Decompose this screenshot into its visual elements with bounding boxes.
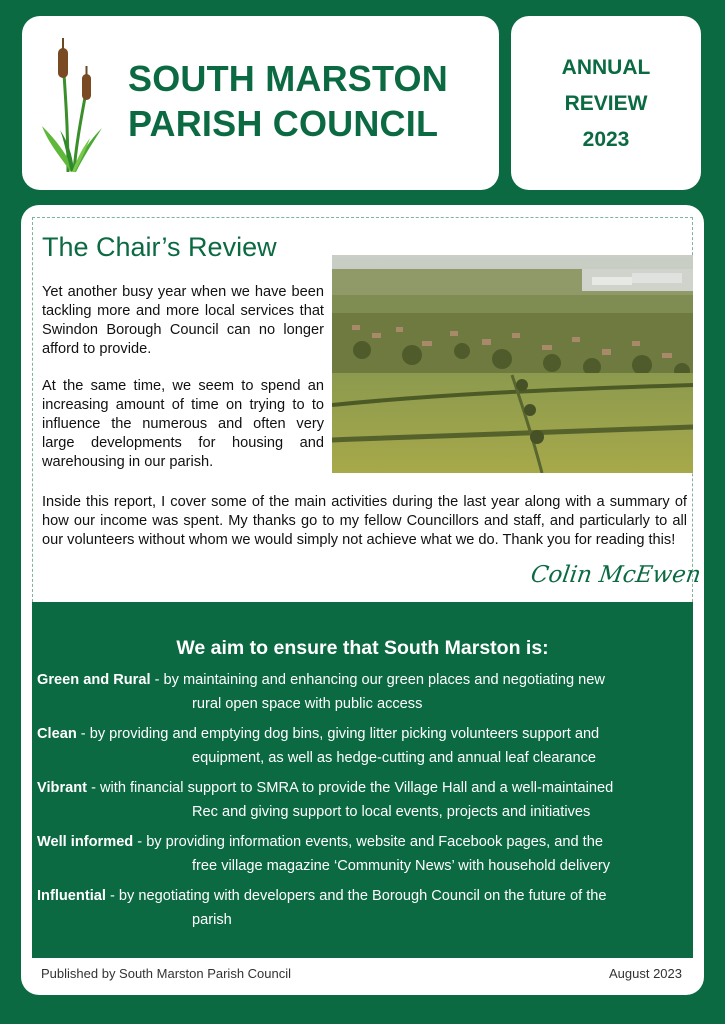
bulrush-logo-icon [38,34,104,174]
council-title [128,56,498,146]
title-line-1: SOUTH MARSTON [128,58,448,99]
title-line-2: PARISH COUNCIL [128,103,439,144]
aim-item-clean [37,722,687,770]
aim-label: Clean [37,726,81,742]
aim-text: - by providing information events, website and Facebook pages, and the [137,834,603,850]
aims-heading: We aim to ensure that South Marston is: [176,637,549,659]
chair-review-heading: The Chair’s Review [42,232,277,262]
badge-line-1: ANNUAL [561,56,651,79]
aim-label: Vibrant [37,780,92,796]
aim-text-continued: rural open space with public access [192,696,423,712]
aims-panel [32,602,693,958]
aerial-village-photo [332,255,693,473]
publisher-footer: Published by South Marston Parish Council [41,966,292,981]
date-footer: August 2023 [608,966,682,981]
aim-text-continued: equipment, as well as hedge-cutting and annual leaf clearance [192,750,597,766]
chair-signature: Colin McEwen [529,562,703,588]
title-card [22,16,499,190]
aim-item-vibrant [37,776,687,824]
aim-text-continued: Rec and giving support to local events, projects and initiatives [192,804,591,820]
aim-text: - by providing and emptying dog bins, giving litter picking volunteers support and [80,726,600,742]
aim-item-influential [37,884,687,932]
chair-paragraph-2: At the same time, we seem to spend an increasing amount of time on trying to to influence the numerous and often very large developments for housing and warehousing in our parish. [42,378,324,470]
badge-year: 2023 [582,128,630,151]
aim-label: Green and Rural [37,672,151,688]
aim-label: Well informed [37,834,138,850]
chair-paragraph-1: Yet another busy year when we have been tackling more and more local services that Swindon Borough Council can no longer afford to provide. [42,284,324,357]
badge-line-2: REVIEW [564,92,648,115]
chair-paragraph-3: Inside this report, I cover some of the main activities during the last year along with a summary of how our income was spent. My thanks go to my fellow Councillors and staff, and particularly to all our volunteers without whom we would simply not achieve what we do. Thank you for reading this! [42,494,687,548]
aim-text-continued: free village magazine ‘Community News’ with household delivery [192,858,611,874]
aim-text: - with financial support to SMRA to provide the Village Hall and a well-maintained [91,780,614,796]
aim-item-green-rural [37,668,687,716]
annual-review-badge [511,16,701,190]
aim-label: Influential [37,888,110,904]
aim-text-continued: parish [192,912,232,928]
aim-text: - by negotiating with developers and the Borough Council on the future of the [109,888,607,904]
aim-text: - by maintaining and enhancing our green places and negotiating new [150,672,605,688]
body-card [21,205,704,995]
aim-item-well-informed [37,830,687,878]
